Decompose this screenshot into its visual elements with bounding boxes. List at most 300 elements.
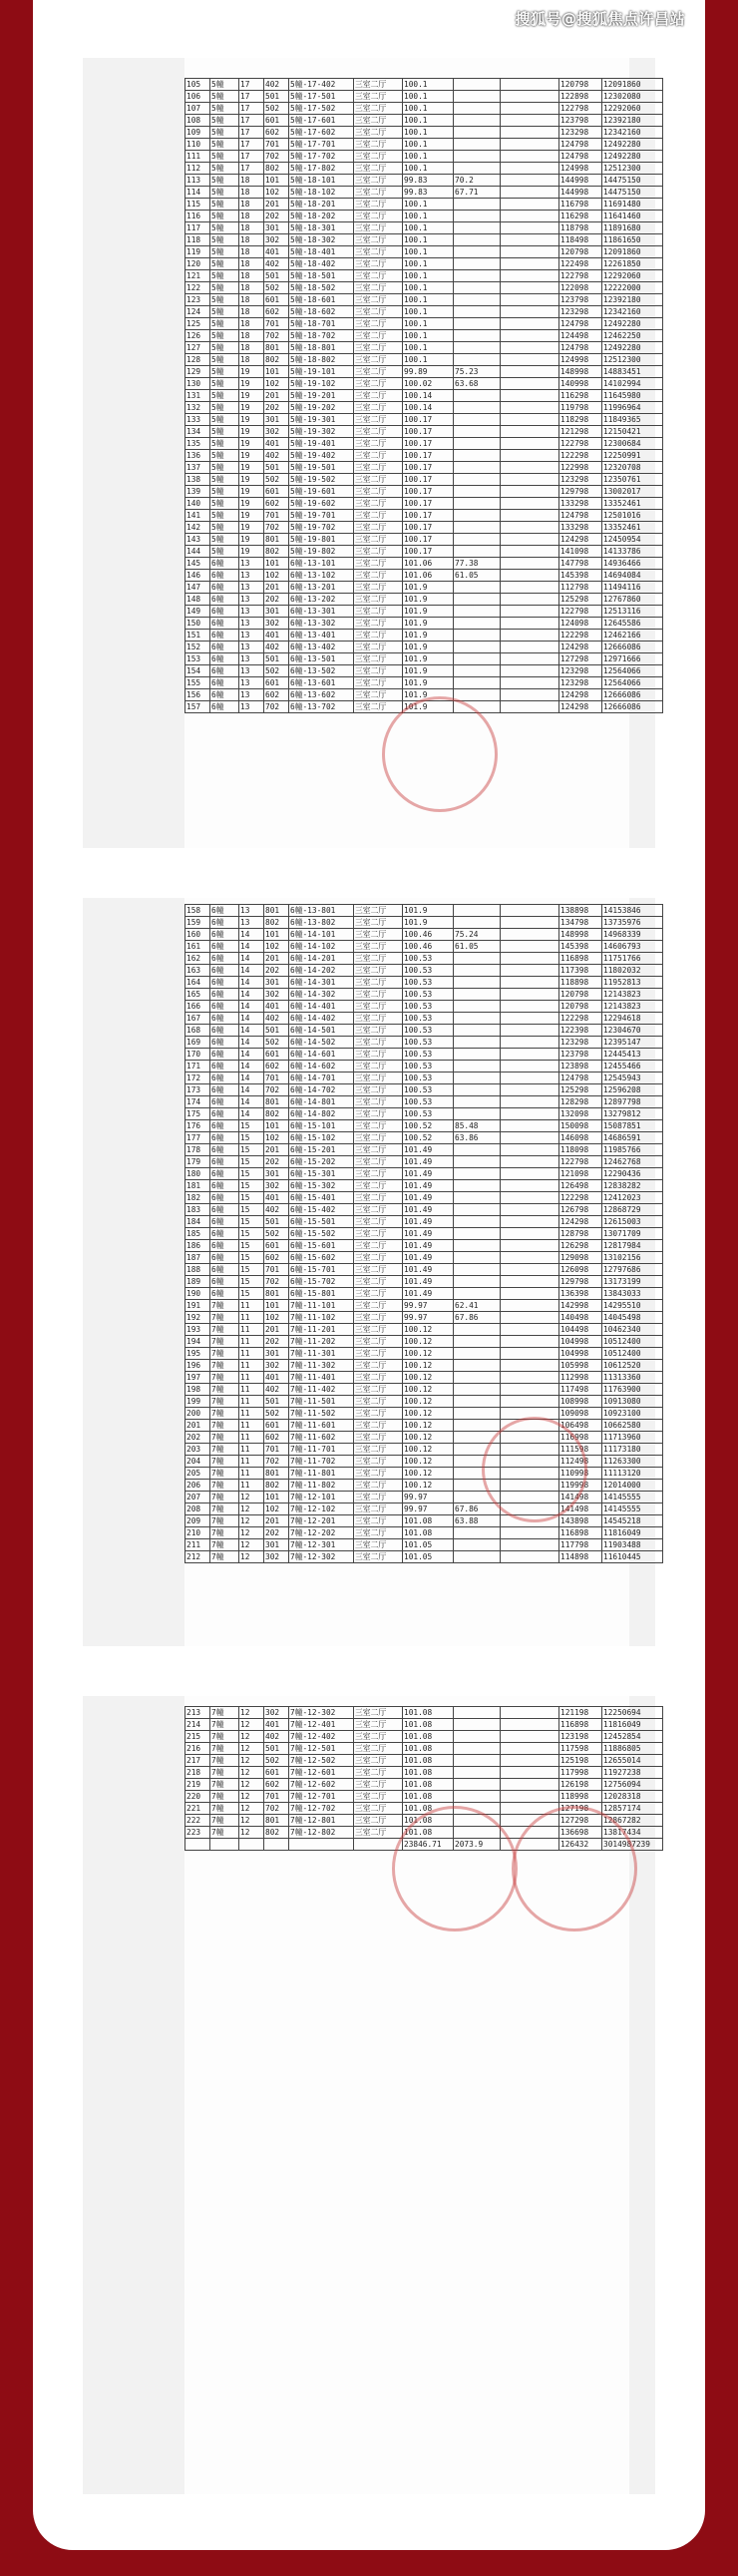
table-cell: 5幢 <box>210 79 239 91</box>
table-cell: 12302080 <box>602 91 663 103</box>
table-cell <box>501 1228 559 1240</box>
table-cell: 123198 <box>559 1731 602 1743</box>
table-cell: 146 <box>185 570 210 582</box>
table-cell: 三室二厅 <box>354 103 403 115</box>
table-cell: 100.53 <box>403 1049 454 1061</box>
table-cell <box>454 1049 501 1061</box>
table-row <box>185 642 663 653</box>
table-cell: 502 <box>264 474 289 486</box>
table-cell: 148998 <box>559 929 602 941</box>
table-cell: 119 <box>185 246 210 258</box>
table-cell: 200 <box>185 1408 210 1420</box>
table-cell: 198 <box>185 1384 210 1396</box>
table-cell <box>454 1767 501 1779</box>
table-cell <box>501 294 559 306</box>
table-cell <box>454 1707 501 1719</box>
table-cell: 15 <box>239 1168 264 1180</box>
table-cell: 193 <box>185 1324 210 1336</box>
table-row <box>185 342 663 354</box>
table-cell: 17 <box>239 127 264 139</box>
table-row <box>185 318 663 330</box>
table-cell: 三室二厅 <box>354 953 403 965</box>
table-cell: 702 <box>264 1084 289 1096</box>
table-cell: 210 <box>185 1527 210 1539</box>
table-cell: 101.08 <box>403 1515 454 1527</box>
table-cell <box>501 534 559 546</box>
table-cell <box>454 582 501 594</box>
table-cell: 100.1 <box>403 91 454 103</box>
table-cell: 6幢 <box>210 1240 239 1252</box>
table-row <box>185 1468 663 1480</box>
table-cell: 7幢 <box>210 1444 239 1456</box>
table-row <box>185 917 663 929</box>
table-cell: 202 <box>264 594 289 606</box>
table-cell <box>501 1049 559 1061</box>
table-cell: 5幢-19-601 <box>289 486 354 498</box>
table-row <box>185 175 663 187</box>
table-cell: 100.1 <box>403 199 454 211</box>
table-cell: 13 <box>239 701 264 713</box>
table-cell: 19 <box>239 414 264 426</box>
table-cell: 6幢 <box>210 594 239 606</box>
table-cell: 三室二厅 <box>354 1468 403 1480</box>
table-cell: 7幢 <box>210 1420 239 1432</box>
table-cell: 6幢 <box>210 642 239 653</box>
table-cell: 19 <box>239 438 264 450</box>
table-cell: 157 <box>185 701 210 713</box>
table-cell: 5幢 <box>210 151 239 163</box>
table-cell <box>501 390 559 402</box>
table-cell: 7幢-11-301 <box>289 1348 354 1360</box>
table-row <box>185 1396 663 1408</box>
table-cell: 12797686 <box>602 1264 663 1276</box>
table-cell: 19 <box>239 450 264 462</box>
table-cell: 三室二厅 <box>354 1492 403 1503</box>
table-cell: 215 <box>185 1731 210 1743</box>
table-cell: 6幢-14-402 <box>289 1013 354 1025</box>
table-cell: 123298 <box>559 677 602 689</box>
table-cell: 701 <box>264 1444 289 1456</box>
table-cell: 164 <box>185 977 210 989</box>
table-cell: 501 <box>264 1396 289 1408</box>
table-cell: 101 <box>264 1492 289 1503</box>
table-cell: 118998 <box>559 1791 602 1803</box>
table-cell: 5幢 <box>210 294 239 306</box>
table-cell: 129 <box>185 366 210 378</box>
table-cell <box>501 91 559 103</box>
table-cell: 140998 <box>559 378 602 390</box>
table-cell: 7幢 <box>210 1468 239 1480</box>
table-cell: 132098 <box>559 1108 602 1120</box>
table-cell <box>454 211 501 222</box>
table-cell: 14 <box>239 965 264 977</box>
table-cell: 190 <box>185 1288 210 1300</box>
table-cell: 三室二厅 <box>354 462 403 474</box>
table-cell: 99.83 <box>403 187 454 199</box>
table-cell: 125298 <box>559 1084 602 1096</box>
table-cell <box>501 402 559 414</box>
table-cell <box>501 1539 559 1551</box>
table-cell: 12294618 <box>602 1013 663 1025</box>
table-cell: 6幢 <box>210 582 239 594</box>
table-cell: 6幢 <box>210 1192 239 1204</box>
table-cell: 12867282 <box>602 1815 663 1827</box>
table-row <box>185 1288 663 1300</box>
table-cell: 101.08 <box>403 1827 454 1839</box>
table-cell: 11 <box>239 1336 264 1348</box>
table-cell: 5幢-17-802 <box>289 163 354 175</box>
table-cell: 203 <box>185 1444 210 1456</box>
table-cell: 19 <box>239 522 264 534</box>
table-row <box>185 1049 663 1061</box>
table-cell: 12320708 <box>602 462 663 474</box>
table-cell: 5幢 <box>210 211 239 222</box>
table-cell: 三室二厅 <box>354 1013 403 1025</box>
table-cell: 三室二厅 <box>354 1240 403 1252</box>
table-cell: 159 <box>185 917 210 929</box>
table-cell: 6幢 <box>210 1061 239 1073</box>
table-cell: 102 <box>264 1132 289 1144</box>
table-cell: 6幢 <box>210 1276 239 1288</box>
table-row <box>185 270 663 282</box>
table-cell <box>454 1779 501 1791</box>
table-cell <box>501 330 559 342</box>
table-cell <box>454 1336 501 1348</box>
table-cell: 12971666 <box>602 653 663 665</box>
table-cell: 120 <box>185 258 210 270</box>
table-cell: 7幢 <box>210 1480 239 1492</box>
table-cell: 19 <box>239 462 264 474</box>
table-cell: 195 <box>185 1348 210 1360</box>
table-cell: 221 <box>185 1803 210 1815</box>
table-cell: 13173199 <box>602 1276 663 1288</box>
table-cell: 7幢 <box>210 1515 239 1527</box>
table-cell <box>454 1216 501 1228</box>
table-row <box>185 941 663 953</box>
table-cell <box>501 103 559 115</box>
table-cell: 7幢 <box>210 1503 239 1515</box>
table-cell <box>501 1312 559 1324</box>
table-cell: 110 <box>185 139 210 151</box>
table-cell: 100.17 <box>403 486 454 498</box>
table-cell: 11 <box>239 1444 264 1456</box>
table-cell: 219 <box>185 1779 210 1791</box>
table-cell: 114898 <box>559 1551 602 1563</box>
table-cell: 三室二厅 <box>354 127 403 139</box>
table-cell: 119998 <box>559 1480 602 1492</box>
table-cell <box>501 905 559 917</box>
table-cell <box>454 1228 501 1240</box>
table-cell: 122798 <box>559 270 602 282</box>
table-cell: 10612520 <box>602 1360 663 1372</box>
table-cell: 171 <box>185 1061 210 1073</box>
table-cell: 151 <box>185 630 210 642</box>
table-cell: 802 <box>264 354 289 366</box>
table-cell: 三室二厅 <box>354 1204 403 1216</box>
table-cell: 5幢 <box>210 546 239 558</box>
table-cell: 99.83 <box>403 175 454 187</box>
table-cell: 7幢 <box>210 1719 239 1731</box>
table-cell <box>454 1372 501 1384</box>
table-cell: 402 <box>264 258 289 270</box>
table-cell <box>454 1539 501 1551</box>
table-cell: 7幢 <box>210 1827 239 1839</box>
table-cell: 18 <box>239 175 264 187</box>
table-cell: 70.2 <box>454 175 501 187</box>
table-cell: 5幢-19-301 <box>289 414 354 426</box>
table-cell: 7幢 <box>210 1408 239 1420</box>
table-cell: 201 <box>264 582 289 594</box>
table-cell: 401 <box>264 246 289 258</box>
table-cell: 12897798 <box>602 1096 663 1108</box>
table-cell: 501 <box>264 462 289 474</box>
table-cell: 19 <box>239 390 264 402</box>
table-cell: 三室二厅 <box>354 1096 403 1108</box>
table-cell: 143 <box>185 534 210 546</box>
table-cell: 201 <box>264 953 289 965</box>
table-cell: 11 <box>239 1420 264 1432</box>
table-cell: 13817434 <box>602 1827 663 1839</box>
table-cell: 106 <box>185 91 210 103</box>
table-cell: 6幢-14-702 <box>289 1084 354 1096</box>
table-cell: 6幢-15-701 <box>289 1264 354 1276</box>
table-cell: 12 <box>239 1719 264 1731</box>
table-cell: 5幢 <box>210 354 239 366</box>
table-cell: 116798 <box>559 199 602 211</box>
table-cell <box>454 79 501 91</box>
table-cell: 三室二厅 <box>354 1551 403 1563</box>
table-cell: 100.12 <box>403 1396 454 1408</box>
table-cell: 143898 <box>559 1515 602 1527</box>
table-cell: 122498 <box>559 258 602 270</box>
table-cell: 102 <box>264 1312 289 1324</box>
table-cell: 167 <box>185 1013 210 1025</box>
table-cell: 100.52 <box>403 1132 454 1144</box>
table-cell <box>501 1743 559 1755</box>
table-cell: 12412023 <box>602 1192 663 1204</box>
table-cell: 177 <box>185 1132 210 1144</box>
table-cell: 117598 <box>559 1743 602 1755</box>
table-cell: 12666086 <box>602 701 663 713</box>
table-cell: 三室二厅 <box>354 1444 403 1456</box>
table-cell: 三室二厅 <box>354 510 403 522</box>
table-cell: 三室二厅 <box>354 606 403 618</box>
table-cell: 123298 <box>559 306 602 318</box>
table-cell <box>501 1372 559 1384</box>
table-cell: 三室二厅 <box>354 1049 403 1061</box>
table-row <box>185 282 663 294</box>
table-cell: 6幢 <box>210 570 239 582</box>
table-cell: 5幢 <box>210 414 239 426</box>
table-cell: 101.9 <box>403 689 454 701</box>
table-row <box>185 390 663 402</box>
table-cell: 7幢 <box>210 1551 239 1563</box>
table-cell <box>501 1037 559 1049</box>
table-row <box>185 546 663 558</box>
table-cell: 3014987239 <box>602 1839 663 1851</box>
table-row <box>185 1767 663 1779</box>
table-cell: 100.53 <box>403 1073 454 1084</box>
table-cell: 18 <box>239 318 264 330</box>
table-cell <box>454 450 501 462</box>
table-cell: 12596208 <box>602 1084 663 1096</box>
table-cell: 102 <box>264 378 289 390</box>
table-cell: 301 <box>264 222 289 234</box>
red-seal-stamp <box>382 696 498 812</box>
table-row <box>185 1707 663 1719</box>
table-cell: 112 <box>185 163 210 175</box>
table-row <box>185 187 663 199</box>
table-cell: 102 <box>264 187 289 199</box>
table-cell <box>454 246 501 258</box>
table-cell: 100.53 <box>403 1061 454 1073</box>
table-cell: 三室二厅 <box>354 378 403 390</box>
table-cell: 122398 <box>559 1025 602 1037</box>
table-cell: 三室二厅 <box>354 258 403 270</box>
table-cell: 124798 <box>559 1073 602 1084</box>
table-cell: 85.48 <box>454 1120 501 1132</box>
table-cell: 19 <box>239 498 264 510</box>
table-cell <box>501 1527 559 1539</box>
table-cell: 108 <box>185 115 210 127</box>
table-cell: 5幢-19-602 <box>289 498 354 510</box>
table-cell <box>501 151 559 163</box>
table-cell: 三室二厅 <box>354 426 403 438</box>
table-cell <box>501 653 559 665</box>
table-cell <box>454 965 501 977</box>
table-cell <box>454 1096 501 1108</box>
table-row <box>185 1312 663 1324</box>
table-cell: 6幢-15-402 <box>289 1204 354 1216</box>
table-cell <box>501 199 559 211</box>
table-cell: 100.17 <box>403 462 454 474</box>
table-row <box>185 222 663 234</box>
table-cell <box>454 342 501 354</box>
table-cell <box>454 534 501 546</box>
table-cell: 7幢-12-101 <box>289 1492 354 1503</box>
table-cell: 173 <box>185 1084 210 1096</box>
table-cell: 147798 <box>559 558 602 570</box>
table-cell: 100.1 <box>403 139 454 151</box>
table-cell: 100.53 <box>403 1108 454 1120</box>
table-cell: 14 <box>239 1084 264 1096</box>
table-cell: 100.17 <box>403 414 454 426</box>
table-cell <box>501 1156 559 1168</box>
table-cell: 701 <box>264 1264 289 1276</box>
table-cell: 126198 <box>559 1779 602 1791</box>
table-row <box>185 1240 663 1252</box>
table-cell: 7幢 <box>210 1384 239 1396</box>
table-cell <box>454 402 501 414</box>
table-cell: 133 <box>185 414 210 426</box>
table-cell: 117998 <box>559 1767 602 1779</box>
table-cell: 5幢-19-402 <box>289 450 354 462</box>
table-cell: 802 <box>264 917 289 929</box>
table-cell: 6幢 <box>210 1180 239 1192</box>
watermark: 搜狐号@搜狐焦点许昌站 <box>515 10 685 28</box>
table-cell <box>501 1324 559 1336</box>
table-cell: 18 <box>239 270 264 282</box>
table-cell: 6幢 <box>210 1156 239 1168</box>
table-cell: 14 <box>239 977 264 989</box>
table-cell: 6幢-14-101 <box>289 929 354 941</box>
table-cell: 101.06 <box>403 570 454 582</box>
table-cell: 160 <box>185 929 210 941</box>
table-cell: 14133786 <box>602 546 663 558</box>
table-cell: 13352461 <box>602 522 663 534</box>
table-cell: 101 <box>264 929 289 941</box>
table-cell: 12 <box>239 1791 264 1803</box>
table-cell: 10662580 <box>602 1420 663 1432</box>
table-cell: 100.1 <box>403 234 454 246</box>
table-cell: 140 <box>185 498 210 510</box>
table-cell: 12150421 <box>602 426 663 438</box>
table-cell: 三室二厅 <box>354 1372 403 1384</box>
table-cell: 128298 <box>559 1096 602 1108</box>
table-cell: 601 <box>264 1049 289 1061</box>
table-cell: 5幢-18-401 <box>289 246 354 258</box>
table-cell: 6幢-15-202 <box>289 1156 354 1168</box>
table-cell: 三室二厅 <box>354 1432 403 1444</box>
table-cell: 三室二厅 <box>354 1420 403 1432</box>
table-cell: 101.49 <box>403 1168 454 1180</box>
table-cell: 125298 <box>559 594 602 606</box>
table-cell: 222 <box>185 1815 210 1827</box>
table-cell <box>454 1527 501 1539</box>
table-cell: 19 <box>239 534 264 546</box>
table-cell <box>454 1264 501 1276</box>
table-cell: 6幢-15-401 <box>289 1192 354 1204</box>
table-cell: 99.97 <box>403 1503 454 1515</box>
table-cell: 75.23 <box>454 366 501 378</box>
table-cell: 三室二厅 <box>354 1384 403 1396</box>
table-cell: 6幢 <box>210 1037 239 1049</box>
page-scan-2 <box>83 898 655 1646</box>
table-cell: 11886805 <box>602 1743 663 1755</box>
table-row <box>185 151 663 163</box>
table-cell: 100.53 <box>403 1096 454 1108</box>
table-cell <box>501 1073 559 1084</box>
table-cell: 6幢 <box>210 989 239 1001</box>
table-cell: 三室二厅 <box>354 330 403 342</box>
table-row <box>185 1719 663 1731</box>
table-cell: 12 <box>239 1515 264 1527</box>
table-row <box>185 1108 663 1120</box>
table-row <box>185 294 663 306</box>
table-cell: 6幢-15-101 <box>289 1120 354 1132</box>
table-cell: 6幢-13-501 <box>289 653 354 665</box>
table-row <box>185 1551 663 1563</box>
table-cell: 119798 <box>559 402 602 414</box>
table-cell <box>501 1096 559 1108</box>
table-cell: 801 <box>264 342 289 354</box>
table-cell <box>454 689 501 701</box>
table-cell: 402 <box>264 1384 289 1396</box>
table-cell: 101.9 <box>403 677 454 689</box>
table-cell <box>501 546 559 558</box>
table-cell: 11 <box>239 1408 264 1420</box>
table-cell: 5幢 <box>210 258 239 270</box>
table-cell: 三室二厅 <box>354 1108 403 1120</box>
table-cell <box>501 222 559 234</box>
table-cell: 185 <box>185 1228 210 1240</box>
table-cell: 12857174 <box>602 1803 663 1815</box>
table-cell: 13 <box>239 653 264 665</box>
table-cell: 三室二厅 <box>354 701 403 713</box>
table-cell: 19 <box>239 378 264 390</box>
table-cell: 12445413 <box>602 1049 663 1061</box>
table-row <box>185 1408 663 1420</box>
